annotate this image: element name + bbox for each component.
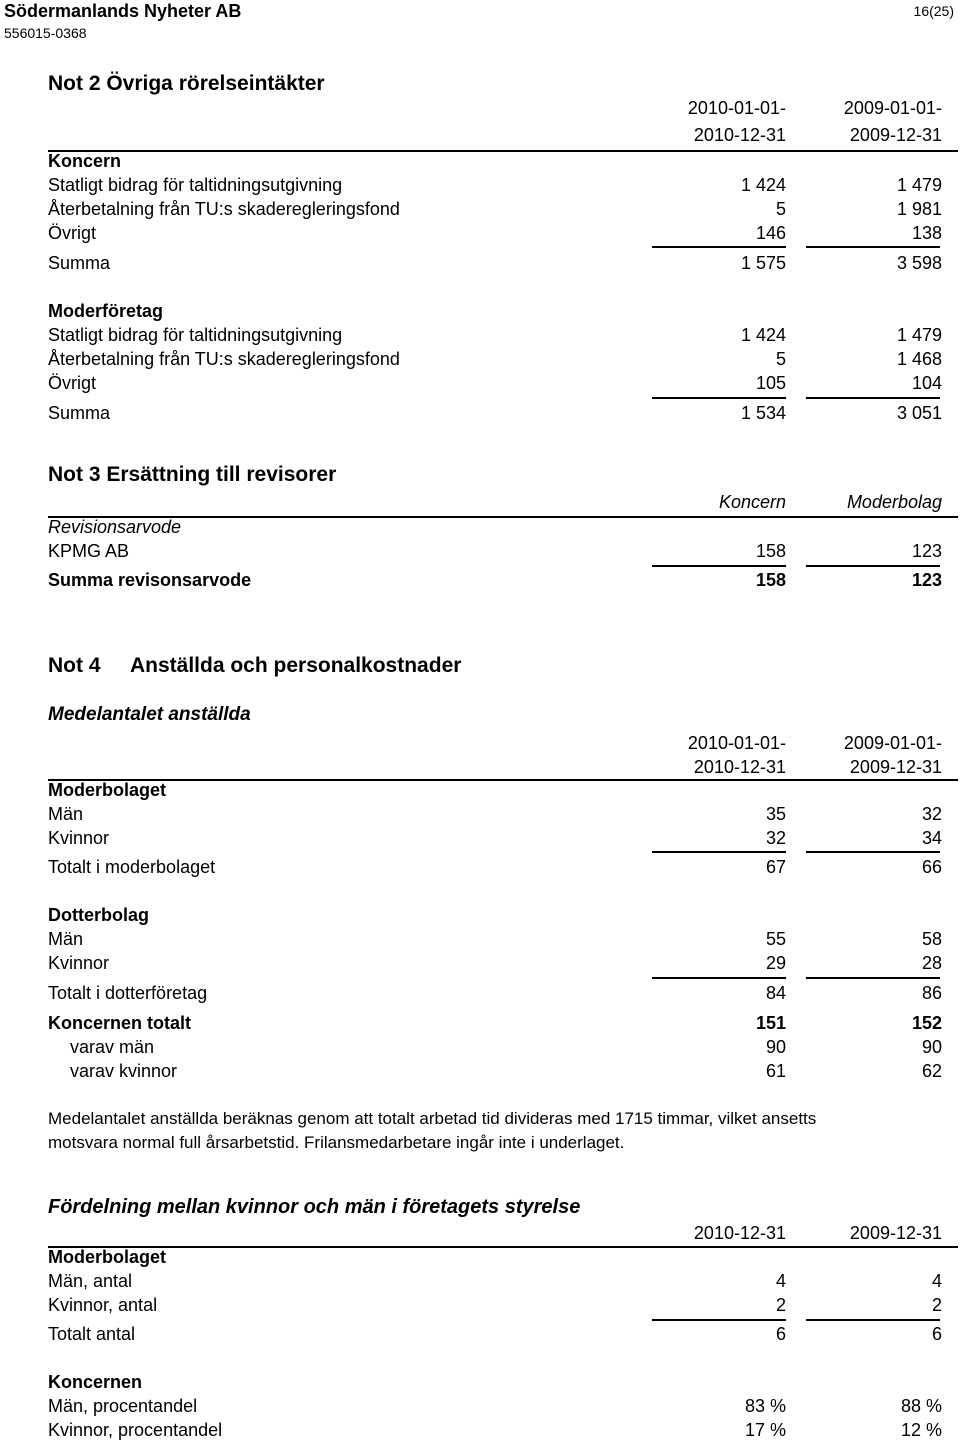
note2-col1-header: 2010-01-01- [687, 98, 786, 118]
board-moder-total-label: Totalt antal [48, 1324, 136, 1344]
note4-dotter-total-2009: 86 [921, 983, 942, 1003]
board-moder-row-value-2009: 4 [931, 1271, 942, 1291]
note3-row-value-moderbolag: 123 [911, 541, 942, 561]
note4-koncern-row-value-2010: 61 [765, 1061, 786, 1081]
note4-dotter-row-value-2009: 28 [921, 953, 942, 973]
board-koncern-row-label: Kvinnor, procentandel [48, 1420, 223, 1440]
note4-moder-row-label: Kvinnor [48, 828, 110, 848]
note4-koncern-total-2010: 151 [755, 1013, 786, 1033]
board-col1-header: 2010-12-31 [693, 1223, 786, 1243]
note2-moder-row-value-2009: 1 468 [896, 349, 942, 369]
note2-moder-row-value-2010: 1 424 [740, 325, 786, 345]
sum-rule [806, 565, 940, 567]
note2-title: Not 2 Övriga rörelseintäkter [48, 72, 325, 95]
note4-paragraph-line: motsvara normal full årsarbetstid. Frilansmedarbetare ingår inte i underlaget. [48, 1133, 625, 1152]
sum-rule [652, 246, 786, 248]
note4-dotter-total-2010: 84 [765, 983, 786, 1003]
note4-col1-header: 2010-01-01- [687, 733, 786, 753]
sum-rule [652, 851, 786, 853]
note2-koncern-row-value-2010: 146 [755, 223, 786, 243]
note4-col1-header-end: 2010-12-31 [693, 757, 786, 777]
board-moder-row-value-2010: 2 [775, 1295, 786, 1315]
note3-row-value-koncern: 158 [755, 541, 786, 561]
board-koncern-heading: Koncernen [48, 1372, 143, 1392]
note4-koncern-row-value-2009: 90 [921, 1037, 942, 1057]
note3-title: Not 3 Ersättning till revisorer [48, 463, 337, 486]
note4-moder-total-2009: 66 [921, 857, 942, 877]
note2-koncern-sum-2010: 1 575 [740, 253, 786, 273]
note4-moder-row-label: Män [48, 804, 84, 824]
sum-rule [652, 397, 786, 399]
board-koncern-row-value-2010: 83 % [744, 1396, 786, 1416]
note4-koncern-total-2009: 152 [911, 1013, 942, 1033]
note2-koncern-row-label: Statligt bidrag för taltidningsutgivning [48, 175, 343, 195]
note4-moder-total-label: Totalt i moderbolaget [48, 857, 216, 877]
board-moder-total-2010: 6 [775, 1324, 786, 1344]
note2-moder-row-value-2010: 5 [775, 349, 786, 369]
note4-moder-heading: Moderbolaget [48, 780, 167, 800]
note2-moder-sum-2009: 3 051 [896, 403, 942, 423]
note2-col1-header-end: 2010-12-31 [693, 125, 786, 145]
board-header-rule [48, 1246, 958, 1248]
note2-moder-heading: Moderföretag [48, 301, 164, 321]
note2-koncern-row-value-2009: 138 [911, 223, 942, 243]
note2-koncern-row-value-2009: 1 981 [896, 199, 942, 219]
sum-rule [806, 397, 940, 399]
note4-moder-row-value-2010: 35 [765, 804, 786, 824]
note2-koncern-sum-2009: 3 598 [896, 253, 942, 273]
note4-dotter-heading: Dotterbolag [48, 905, 149, 925]
note3-col2-header: Moderbolag [846, 492, 942, 512]
note4-col2-header: 2009-01-01- [843, 733, 942, 753]
sum-rule [652, 565, 786, 567]
note2-moder-sum-2010: 1 534 [740, 403, 786, 423]
note2-koncern-row-value-2009: 1 479 [896, 175, 942, 195]
note4-paragraph-line: Medelantalet anställda beräknas genom att totalt arbetad tid divideras med 1715 timmar, vilket ansetts [48, 1109, 817, 1128]
note3-row-label: KPMG AB [48, 541, 130, 561]
note2-moder-row-label: Statligt bidrag för taltidningsutgivning [48, 325, 343, 345]
note2-moder-row-value-2009: 1 479 [896, 325, 942, 345]
note4-subtitle: Medelantalet anställda [48, 704, 251, 725]
note2-header-rule [48, 150, 958, 152]
note2-moder-row-value-2010: 105 [755, 373, 786, 393]
note3-sum-moderbolag: 123 [911, 570, 942, 590]
note3-subheading: Revisionsarvode [48, 517, 182, 537]
note4-number: Not 4 [48, 654, 101, 677]
note4-dotter-row-value-2009: 58 [921, 929, 942, 949]
note2-col2-header: 2009-01-01- [843, 98, 942, 118]
board-koncern-row-value-2010: 17 % [744, 1420, 786, 1440]
board-koncern-row-value-2009: 12 % [900, 1420, 942, 1440]
note4-moder-row-value-2009: 34 [921, 828, 942, 848]
board-moder-row-label: Kvinnor, antal [48, 1295, 158, 1315]
note4-dotter-row-value-2010: 55 [765, 929, 786, 949]
note2-koncern-row-label: Återbetalning från TU:s skaderegleringsfond [48, 199, 400, 219]
note2-moder-row-value-2009: 104 [911, 373, 942, 393]
sum-rule [806, 851, 940, 853]
note4-title: Anställda och personalkostnader [130, 654, 462, 677]
sum-rule [652, 1319, 786, 1321]
note3-sum-label: Summa revisonsarvode [48, 570, 252, 590]
note4-koncern-total-label: Koncernen totalt [48, 1013, 192, 1033]
note4-header-rule [48, 779, 958, 781]
board-col2-header: 2009-12-31 [849, 1223, 942, 1243]
sum-rule [652, 977, 786, 979]
note4-moder-row-value-2009: 32 [921, 804, 942, 824]
note4-koncern-row-value-2010: 90 [765, 1037, 786, 1057]
note4-moder-row-value-2010: 32 [765, 828, 786, 848]
note2-koncern-heading: Koncern [48, 151, 122, 171]
note4-moder-total-2010: 67 [765, 857, 786, 877]
note4-col2-header-end: 2009-12-31 [849, 757, 942, 777]
sum-rule [806, 246, 940, 248]
board-koncern-row-label: Män, procentandel [48, 1396, 198, 1416]
note4-koncern-row-value-2009: 62 [921, 1061, 942, 1081]
note4-koncern-row-label: varav kvinnor [70, 1061, 178, 1081]
note4-dotter-row-label: Män [48, 929, 84, 949]
note2-col2-header-end: 2009-12-31 [849, 125, 942, 145]
note2-moder-row-label: Återbetalning från TU:s skaderegleringsfond [48, 349, 400, 369]
board-moder-heading: Moderbolaget [48, 1247, 167, 1267]
note2-moder-sum-label: Summa [48, 403, 111, 423]
board-moder-row-value-2009: 2 [931, 1295, 942, 1315]
note4-dotter-row-value-2010: 29 [765, 953, 786, 973]
note2-koncern-row-value-2010: 1 424 [740, 175, 786, 195]
page-number: 16(25) [913, 3, 954, 19]
note2-koncern-row-label: Övrigt [48, 223, 97, 243]
note3-col1-header: Koncern [718, 492, 786, 512]
company-name: Södermanlands Nyheter AB [4, 1, 242, 21]
note2-koncern-row-value-2010: 5 [775, 199, 786, 219]
note4-dotter-row-label: Kvinnor [48, 953, 110, 973]
note2-moder-row-label: Övrigt [48, 373, 97, 393]
board-koncern-row-value-2009: 88 % [900, 1396, 942, 1416]
note4-koncern-row-label: varav män [70, 1037, 155, 1057]
board-moder-row-label: Män, antal [48, 1271, 133, 1291]
note4-dotter-total-label: Totalt i dotterföretag [48, 983, 208, 1003]
note3-sum-koncern: 158 [755, 570, 786, 590]
sum-rule [806, 1319, 940, 1321]
board-moder-row-value-2010: 4 [775, 1271, 786, 1291]
board-title: Fördelning mellan kvinnor och män i företagets styrelse [48, 1196, 581, 1218]
sum-rule [806, 977, 940, 979]
board-moder-total-2009: 6 [931, 1324, 942, 1344]
note3-header-rule [48, 516, 958, 518]
note2-koncern-sum-label: Summa [48, 253, 111, 273]
org-number: 556015-0368 [4, 25, 87, 41]
